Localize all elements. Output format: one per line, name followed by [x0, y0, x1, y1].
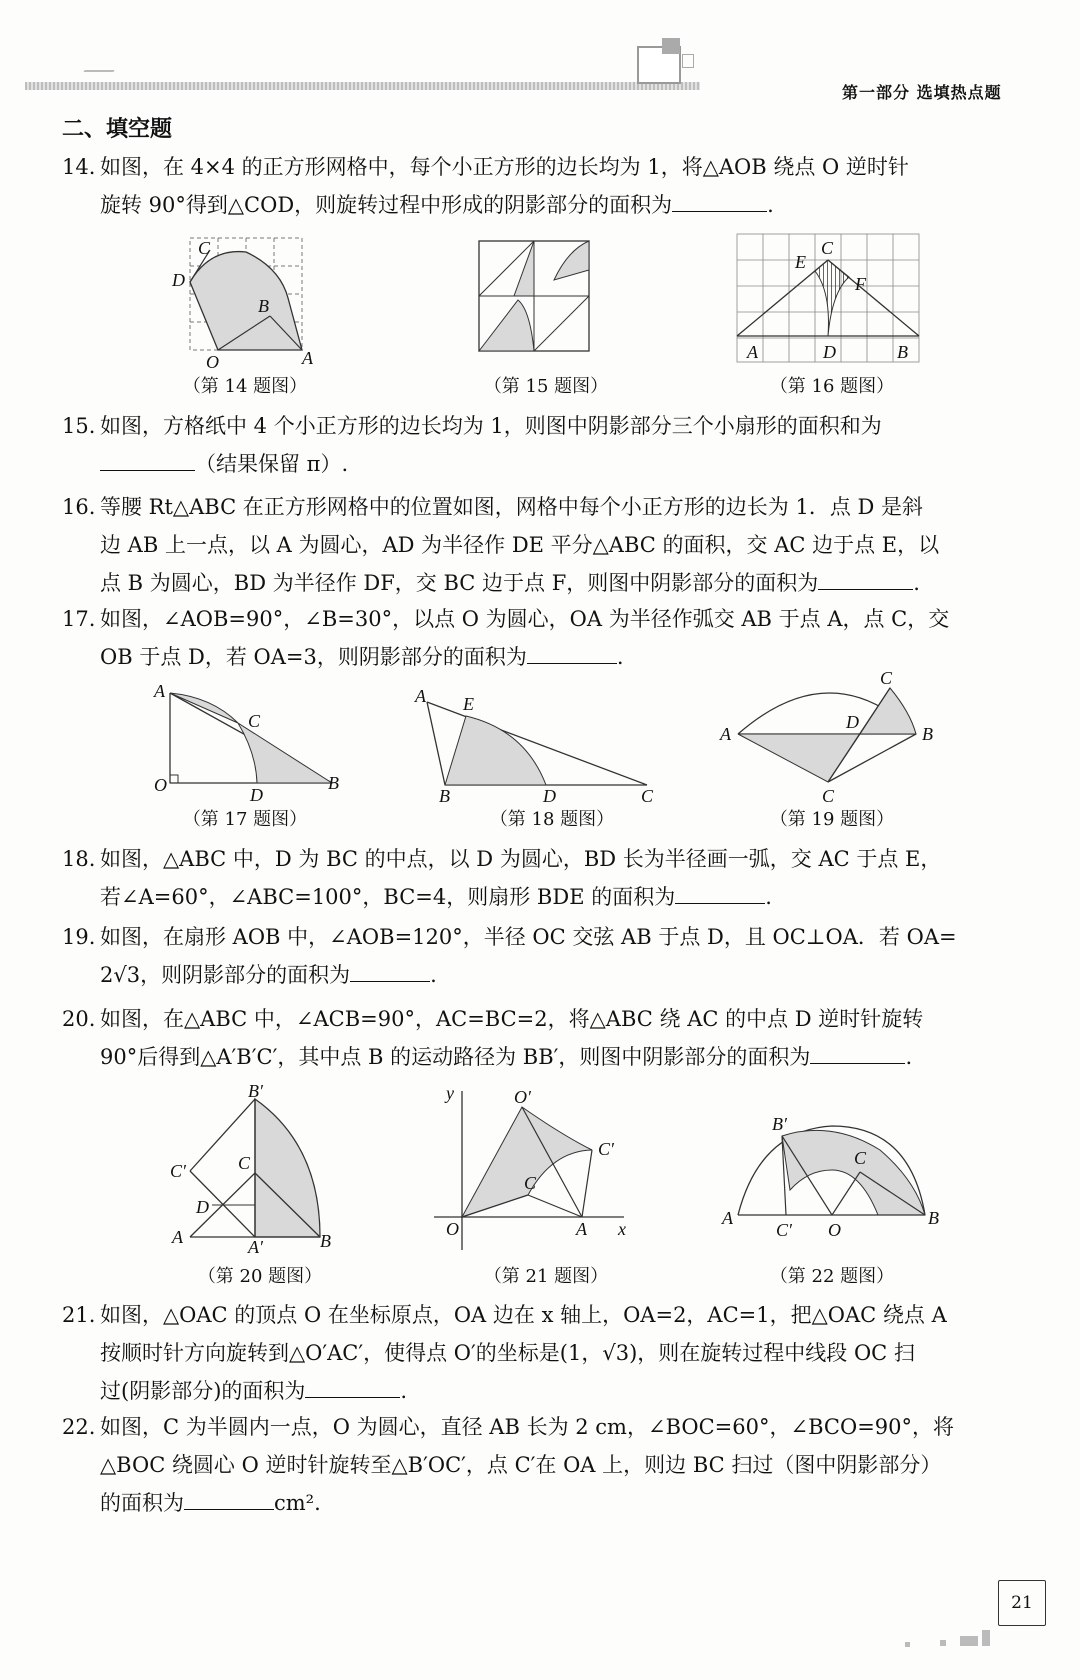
- fig20-label-C: C: [238, 1153, 251, 1173]
- fig18-label-D: D: [543, 786, 556, 806]
- fig18-label-B: B: [439, 786, 450, 806]
- question-15: 15. 如图，方格纸中 4 个小正方形的边长均为 1，则图中阴影部分三个小扇形的面积和为 （结果保留 π）.: [62, 414, 882, 476]
- fig19-label-C-bottom: C: [822, 786, 835, 806]
- answer-blank[interactable]: [100, 448, 195, 471]
- fig19-label-B: B: [922, 724, 933, 744]
- answer-blank[interactable]: [184, 1487, 274, 1510]
- question-19: 19. 如图，在扇形 AOB 中，∠AOB=120°，半径 OC 交弦 AB 于点 D，且 OC⊥OA．若 OA= 2√3，则阴影部分的面积为 .: [62, 925, 957, 987]
- fig16-label-E: E: [795, 252, 806, 272]
- fig14-label-A: A: [302, 348, 313, 368]
- fig22-label-B: B: [928, 1208, 939, 1228]
- fig20-label-C1: C′: [170, 1161, 186, 1181]
- caption-20: （第 20 题图）: [197, 1266, 323, 1287]
- fig19-label-C: C: [880, 668, 893, 688]
- answer-blank[interactable]: [818, 567, 913, 590]
- question-22: 22. 如图，C 为半圆内一点，O 为圆心，直径 AB 长为 2 cm，∠BOC=60°，∠BCO=90°，将 △BOC 绕圆心 O 逆时针旋转至△B′OC′，点 C′在 OA 上，则边 BC 扫过（图中阴影部分） 的面积为 cm².: [62, 1415, 955, 1515]
- fig17-label-B: B: [328, 773, 339, 793]
- fig19-label-A: A: [720, 724, 731, 744]
- figure-15: [478, 240, 590, 352]
- fig17-label-A: A: [154, 681, 165, 701]
- answer-blank[interactable]: [527, 641, 617, 664]
- fig16-label-B: B: [897, 342, 908, 362]
- footer-decoration: [905, 1642, 910, 1647]
- caption-15: （第 15 题图）: [483, 376, 609, 397]
- fig21-label-y: y: [446, 1083, 454, 1103]
- figure-16: [735, 232, 925, 367]
- fig16-label-D: D: [823, 342, 836, 362]
- fig18-label-E: E: [463, 694, 474, 714]
- figure-21: [432, 1085, 632, 1255]
- fig20-label-B1: B′: [248, 1081, 263, 1101]
- footer-decoration: [960, 1636, 978, 1646]
- page-number: 21: [998, 1580, 1046, 1626]
- figure-22: [720, 1100, 950, 1245]
- figure-18: [415, 686, 660, 806]
- question-17: 17. 如图，∠AOB=90°，∠B=30°，以点 O 为圆心，OA 为半径作弧交 AB 于点 A，点 C，交 OB 于点 D，若 OA=3，则阴影部分的面积为 .: [62, 607, 950, 669]
- fig16-label-A: A: [747, 342, 758, 362]
- header-logo-square-small: [662, 38, 680, 54]
- fig16-label-C: C: [821, 238, 834, 258]
- header-part-title: 第一部分 选填热点题: [842, 83, 1002, 102]
- question-20: 20. 如图，在△ABC 中，∠ACB=90°，AC=BC=2，将△ABC 绕 AC 的中点 D 逆时针旋转 90°后得到△A′B′C′，其中点 B 的运动路径为 BB′，则图中阴影部分的面积为 .: [62, 1007, 924, 1069]
- fig22-label-B1: B′: [772, 1114, 787, 1134]
- caption-21: （第 21 题图）: [483, 1266, 609, 1287]
- question-18: 18. 如图，△ABC 中，D 为 BC 的中点，以 D 为圆心，BD 长为半径画一弧，交 AC 于点 E， 若∠A=60°，∠ABC=100°，BC=4，则扇形 BDE 的面积为 .: [62, 847, 942, 909]
- fig21-label-O1: O′: [514, 1087, 531, 1107]
- fig20-label-D: D: [196, 1197, 209, 1217]
- fig14-label-B: B: [258, 296, 269, 316]
- fig21-label-A: A: [576, 1219, 587, 1239]
- fig17-label-D: D: [250, 785, 263, 805]
- figure-19: [720, 668, 950, 807]
- answer-blank[interactable]: [675, 881, 765, 904]
- footer-decoration: [982, 1630, 990, 1646]
- fig19-label-D: D: [846, 712, 859, 732]
- fig20-label-B: B: [320, 1231, 331, 1251]
- caption-18: （第 18 题图）: [489, 809, 615, 830]
- caption-22: （第 22 题图）: [769, 1266, 895, 1287]
- answer-blank[interactable]: [672, 189, 767, 212]
- fig17-label-C: C: [248, 711, 261, 731]
- header-decoration-band: [25, 82, 700, 90]
- answer-blank[interactable]: [350, 959, 430, 982]
- fig21-label-x: x: [618, 1219, 626, 1239]
- caption-17: （第 17 题图）: [182, 809, 308, 830]
- fig22-label-C1: C′: [776, 1220, 792, 1240]
- fig14-label-O: O: [206, 352, 219, 372]
- fig14-label-C: C: [198, 238, 211, 258]
- fig17-label-O: O: [154, 775, 167, 795]
- answer-blank[interactable]: [305, 1375, 400, 1398]
- fig18-label-C: C: [641, 786, 654, 806]
- figure-20: [170, 1081, 340, 1257]
- answer-blank[interactable]: [810, 1041, 905, 1064]
- fig20-label-A1: A′: [248, 1237, 263, 1257]
- fig14-label-D: D: [172, 270, 185, 290]
- fig21-label-C1: C′: [598, 1139, 614, 1159]
- fig22-label-C: C: [854, 1148, 867, 1168]
- section-title: 二、填空题: [62, 116, 173, 142]
- fig20-label-A: A: [172, 1227, 183, 1247]
- fig16-label-F: F: [855, 274, 866, 294]
- figure-17: [152, 683, 352, 803]
- question-14: 14. 如图，在 4×4 的正方形网格中，每个小正方形的边长均为 1，将△AOB 绕点 O 逆时针 旋转 90°得到△COD，则旋转过程中形成的阴影部分的面积为 .: [62, 155, 909, 217]
- fig22-label-A: A: [722, 1208, 733, 1228]
- footer-decoration: [940, 1640, 946, 1646]
- fig18-label-A: A: [415, 686, 426, 706]
- question-21: 21. 如图，△OAC 的顶点 O 在坐标原点，OA 边在 x 轴上，OA=2，AC=1，把△OAC 绕点 A 按顺时针方向旋转到△O′AC′，使得点 O′的坐标是(1，√3)，则在旋转过程中线段 OC 扫 过(阴影部分)的面积为 .: [62, 1303, 947, 1403]
- fig22-label-O: O: [828, 1220, 841, 1240]
- caption-16: （第 16 题图）: [769, 376, 895, 397]
- caption-14: （第 14 题图）: [182, 376, 308, 397]
- header-logo-square-outline: [682, 54, 694, 68]
- figure-14: [170, 228, 313, 372]
- caption-19: （第 19 题图）: [769, 809, 895, 830]
- fig21-label-O: O: [446, 1219, 459, 1239]
- question-16: 16. 等腰 Rt△ABC 在正方形网格中的位置如图，网格中每个小正方形的边长为 1．点 D 是斜 边 AB 上一点，以 A 为圆心，AD 为半径作 DE 平分△ABC 的面积，交 AC 边于点 E，以 点 B 为圆心，BD 为半径作 DF，交 BC 边于点 F，则图中阴影部分的面积为 .: [62, 495, 940, 595]
- fig21-label-C: C: [524, 1173, 537, 1193]
